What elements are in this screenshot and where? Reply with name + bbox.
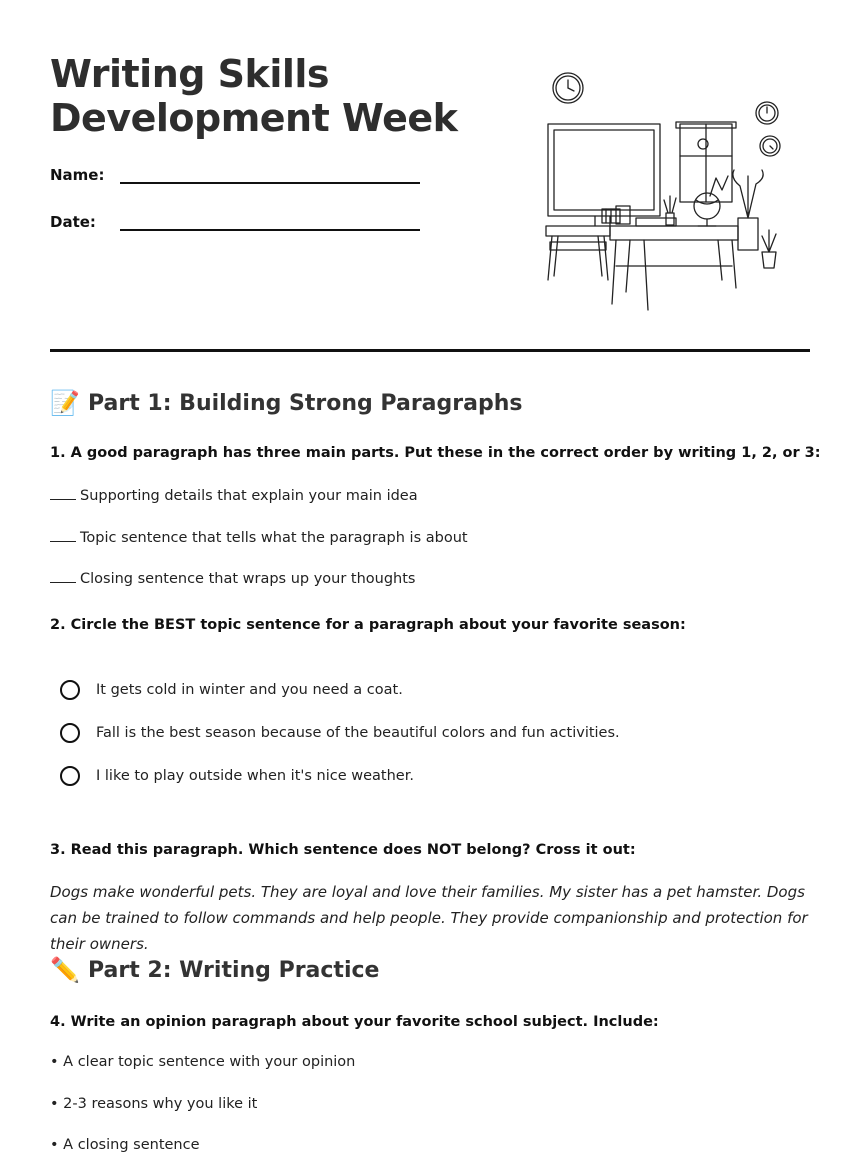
circle-option-icon[interactable] <box>60 723 80 743</box>
answer-blank[interactable] <box>50 570 76 583</box>
order-item-text: Supporting details that explain your main idea <box>80 488 418 504</box>
option-text: I like to play outside when it's nice weather. <box>96 768 414 784</box>
order-item-text: Topic sentence that tells what the paragraph is about <box>80 530 468 546</box>
topic-sentence-option[interactable] <box>60 766 414 786</box>
question-4-prompt: 4. Write an opinion paragraph about your favorite school subject. Include: <box>50 1014 659 1030</box>
sample-paragraph: Dogs make wonderful pets. They are loyal and love their families. My sister has a pet hamster. Dogs can be trained to follow commands and help people. They provide companionship and protection for their owners. <box>50 883 808 953</box>
order-item <box>50 529 468 546</box>
answer-blank[interactable] <box>50 487 76 500</box>
title-line-2: Development Week <box>50 96 458 140</box>
part2-heading <box>50 956 379 984</box>
circle-option-icon[interactable] <box>60 680 80 700</box>
date-field[interactable] <box>50 213 420 231</box>
name-field[interactable] <box>50 166 420 184</box>
part1-heading <box>50 389 522 417</box>
memo-icon: 📝 <box>50 389 80 417</box>
option-text: Fall is the best season because of the beautiful colors and fun activities. <box>96 725 620 741</box>
topic-sentence-option[interactable] <box>60 723 620 743</box>
date-line[interactable] <box>120 215 420 231</box>
question-2-prompt: 2. Circle the BEST topic sentence for a paragraph about your favorite season: <box>50 617 686 633</box>
part1-title: Part 1: Building Strong Paragraphs <box>88 390 523 416</box>
part2-title: Part 2: Writing Practice <box>88 957 380 983</box>
requirement-bullet: • 2-3 reasons why you like it <box>50 1096 258 1112</box>
order-item <box>50 570 416 587</box>
topic-sentence-option[interactable] <box>60 680 403 700</box>
question-3-prompt: 3. Read this paragraph. Which sentence does NOT belong? Cross it out: <box>50 842 636 858</box>
name-label: Name: <box>50 166 105 184</box>
question-1-prompt: 1. A good paragraph has three main parts. Put these in the correct order by writing 1, 2, or 3: <box>50 445 821 461</box>
worksheet-header <box>50 52 470 231</box>
title-line-1: Writing Skills <box>50 52 330 96</box>
pencil-icon: ✏️ <box>50 956 80 984</box>
requirement-bullet: • A clear topic sentence with your opinion <box>50 1054 356 1070</box>
option-text: It gets cold in winter and you need a coat. <box>96 682 403 698</box>
header-divider <box>50 349 810 352</box>
answer-blank[interactable] <box>50 529 76 542</box>
order-item-text: Closing sentence that wraps up your thoughts <box>80 571 416 587</box>
study-desk-illustration-icon <box>540 66 790 316</box>
circle-option-icon[interactable] <box>60 766 80 786</box>
requirement-bullet: • A closing sentence <box>50 1137 200 1153</box>
date-label: Date: <box>50 213 96 231</box>
page-title <box>50 52 470 140</box>
order-item <box>50 487 418 504</box>
name-line[interactable] <box>120 168 420 184</box>
